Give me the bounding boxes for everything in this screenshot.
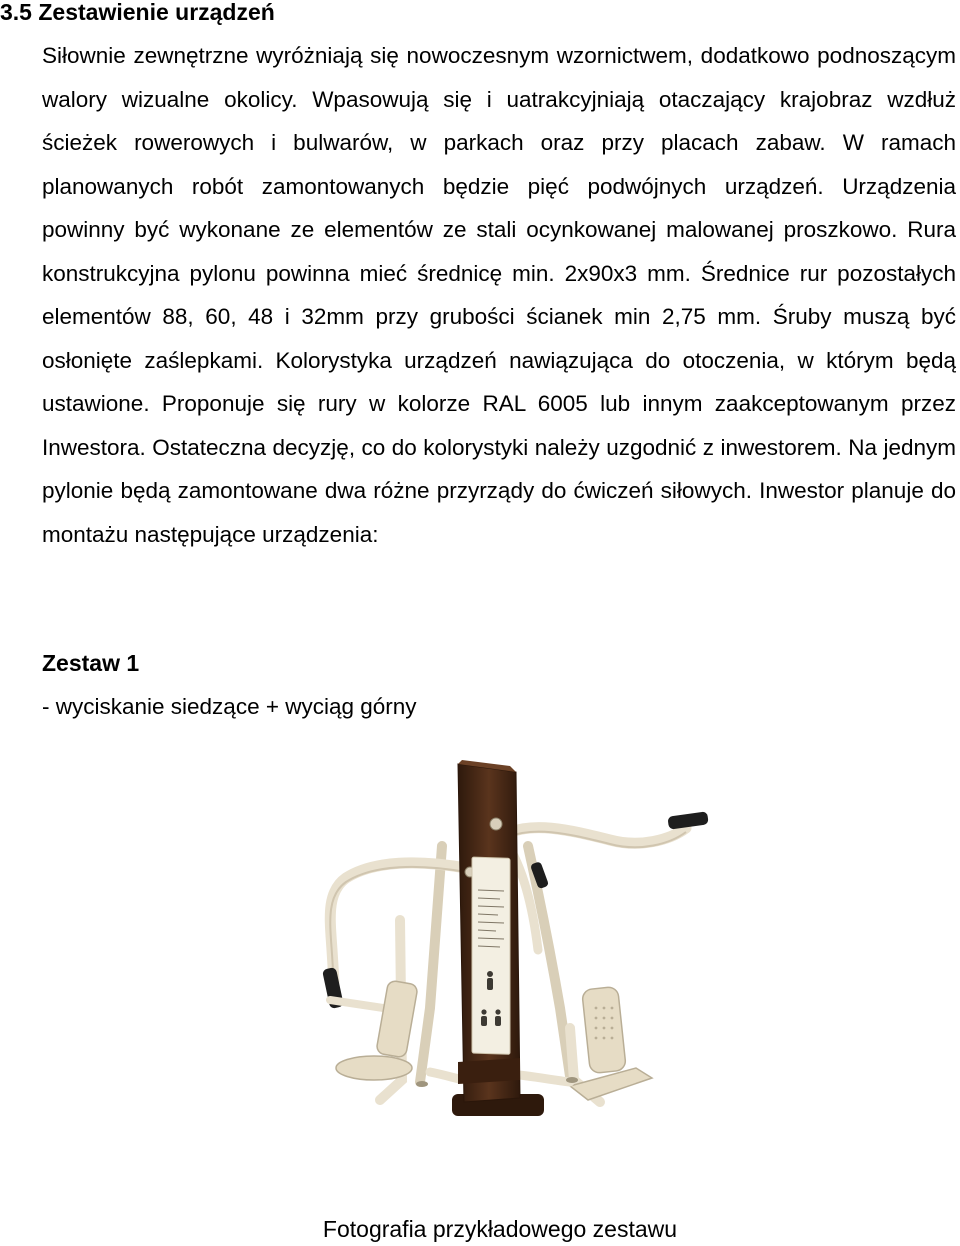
instruction-panel	[472, 857, 510, 1054]
left-foot	[416, 1081, 428, 1087]
pylon-collar	[458, 1058, 520, 1084]
right-foot	[566, 1077, 578, 1083]
left-rear-leg	[420, 846, 442, 1082]
section-heading: 3.5 Zestawienie urządzeń	[0, 0, 275, 25]
right-backrest	[582, 986, 627, 1073]
right-handle-grip	[667, 811, 708, 829]
figure-caption: Fotografia przykładowego zestawu	[322, 1216, 678, 1242]
right-rear-leg	[528, 846, 570, 1076]
pylon-bolt-top	[490, 818, 502, 830]
left-backrest	[376, 980, 418, 1058]
right-seat	[570, 1068, 652, 1100]
body-paragraph: Siłownie zewnętrzne wyróżniają się nowoczesnym wzornictwem, dodatkowo podnoszącym walory wizualne okolicy. Wpasowują się i uatrakcyjniają otaczający krajobraz wzdłuż ścieżek rowerowych i bulwarów, w parkach oraz przy placach zabaw. W ramach planowanych robót zamontowanych będzie pięć podwójnych urządzeń. Urządzenia powinny być wykonane ze elementów ze stali ocynkowanej malowanej proszkowo. Rura konstrukcyjna pylonu powinna mieć średnicę min. 2x90x3 mm. Średnice rur pozostałych elementów 88, 60, 48 i 32mm przy grubości ścianek min 2,75 mm. Śruby muszą być osłonięte zaślepkami. Kolorystyka urządzeń nawiązująca do otoczenia, w którym będą ustawione. Proponuje się rury w kolorze RAL 6005 lub innym zaakceptowanym przez Inwestora. Ostateczna decyzję, co do kolorystyki należy uzgodnić z inwestorem. Na jednym pylonie będą zamontowane dwa różne przyrządy do ćwiczeń siłowych. Inwestor planuje do montażu następujące urządzenia:	[42, 43, 956, 547]
set-item: - wyciskanie siedzące + wyciąg górny	[42, 694, 417, 719]
outdoor-gym-equipment-photo	[270, 750, 740, 1170]
left-seat	[336, 1056, 412, 1080]
set-heading: Zestaw 1	[42, 650, 140, 676]
